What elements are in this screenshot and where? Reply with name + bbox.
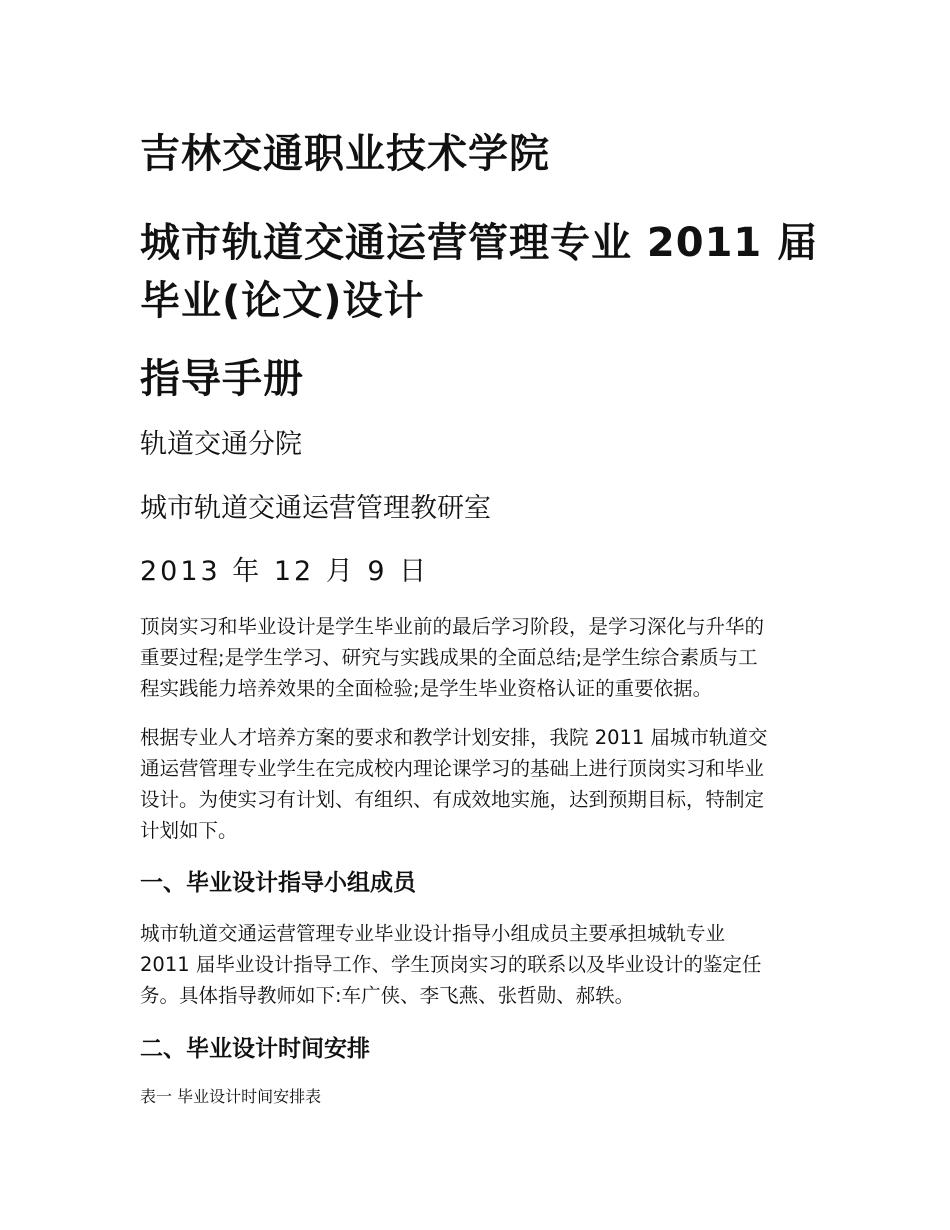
paragraph-line: 城市轨道交通运营管理专业毕业设计指导小组成员主要承担城轨专业 [140,922,726,945]
school-title: 吉林交通职业技术学院 [140,131,550,177]
intro-paragraph [140,611,820,704]
document-date: 2013 年 12 月 9 日 [140,556,430,587]
paragraph-line: 计划如下。 [140,819,238,842]
section1-paragraph [140,918,820,1011]
plan-paragraph [140,722,820,846]
manual-title: 指导手册 [140,356,304,402]
paragraph-line: 程实践能力培养效果的全面检验;是学生毕业资格认证的重要依据。 [140,677,713,700]
paragraph-line: 根据专业人才培养方案的要求和教学计划安排，我院 2011 届城市轨道交 [140,726,768,749]
program-title-line1: 城市轨道交通运营管理专业 2011 届 [140,220,819,266]
office-name: 城市轨道交通运营管理教研室 [140,493,491,524]
paragraph-line: 顶岗实习和毕业设计是学生毕业前的最后学习阶段，是学习深化与升华的 [140,615,765,638]
program-title [140,214,818,330]
table-caption: 表一 毕业设计时间安排表 [140,1087,322,1106]
department-name: 轨道交通分院 [140,429,302,460]
paragraph-line: 设计。为使实习有计划、有组织、有成效地实施，达到预期目标，特制定 [140,788,765,811]
section-heading-2: 二、毕业设计时间安排 [140,1036,370,1062]
paragraph-line: 通运营管理专业学生在完成校内理论课学习的基础上进行顶岗实习和毕业 [140,757,765,780]
paragraph-line: 2011 届毕业设计指导工作、学生顶岗实习的联系以及毕业设计的鉴定任 [140,953,762,976]
section-heading-1: 一、毕业设计指导小组成员 [140,870,416,896]
paragraph-line: 重要过程;是学生学习、研究与实践成果的全面总结;是学生综合素质与工 [140,646,758,669]
paragraph-line: 务。具体指导教师如下:车广侠、李飞燕、张哲勋、郝轶。 [140,984,635,1007]
program-title-line2: 毕业(论文)设计 [140,278,425,324]
